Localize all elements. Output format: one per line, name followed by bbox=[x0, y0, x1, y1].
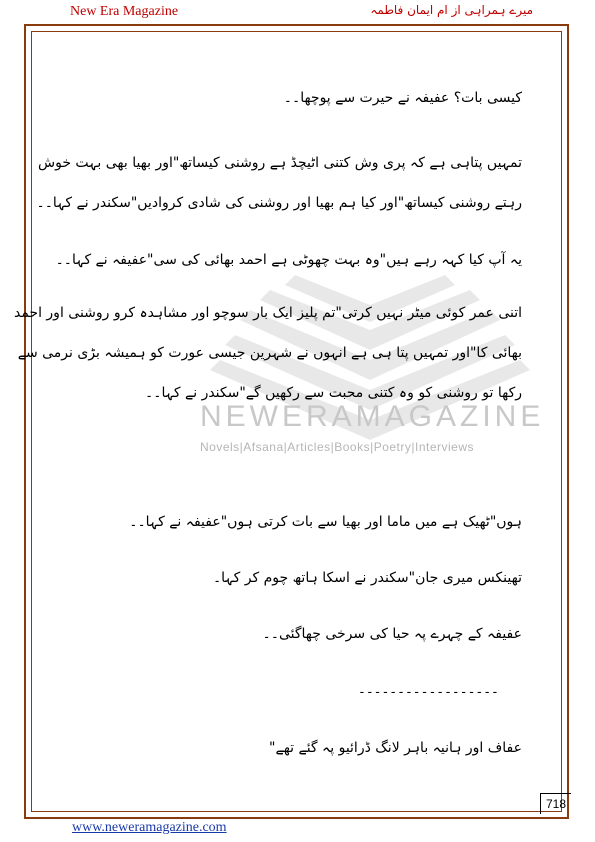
text-line: بھائی کا"اور تمہیں پتا ہی ہے انہوں نے شہرین جیسی عورت کو ہمیشہ بڑی نرمی سے bbox=[17, 345, 522, 361]
text-line: اتنی عمر کوئی میٹر نہیں کرتی"تم پلیز ایک بار سوچو اور مشاہدہ کرو روشنی اور احمد bbox=[13, 305, 522, 321]
magazine-name: New Era Magazine bbox=[70, 4, 179, 19]
text-line: رہتے روشنی کیساتھ"اور کیا ہم بھیا اور روشنی کی شادی کروادیں"سکندر نے کہا۔۔ bbox=[36, 195, 522, 211]
text-line: کیسی بات؟ عفیفہ نے حیرت سے پوچھا۔۔ bbox=[283, 90, 522, 106]
website-link[interactable]: www.neweramagazine.com bbox=[72, 820, 227, 835]
paragraph-6 bbox=[82, 558, 522, 598]
text-line: رکھا تو روشنی کو وہ کتنی محبت سے رکھیں گے"سکندر نے کہا۔۔ bbox=[145, 385, 522, 401]
paragraph-4 bbox=[13, 293, 522, 413]
text-line: ہوں"ٹھیک ہے میں ماما اور بھیا سے بات کرتی ہوں"عفیفہ نے کہا۔۔ bbox=[129, 514, 522, 530]
paragraph-3 bbox=[55, 240, 522, 280]
paragraph-2 bbox=[36, 143, 522, 223]
paragraph-1 bbox=[82, 78, 522, 118]
story-title: میرے ہمراہی از ام ایمان فاطمہ bbox=[370, 3, 533, 17]
text-line: تھینکس میری جان"سکندر نے اسکا ہاتھ چوم کر کہا۔ bbox=[212, 570, 522, 586]
text-line: یہ آپ کیا کہہ رہے ہیں"وہ بہت چھوٹی ہے احمد بھائی کی سی"عفیفہ نے کہا۔۔ bbox=[55, 252, 522, 268]
watermark-subtitle: Novels|Afsana|Articles|Books|Poetry|Interviews bbox=[200, 440, 475, 454]
watermark-title: NEWERAMAGAZINE bbox=[200, 400, 545, 433]
text-line: تمہیں پتاہی ہے کہ پری وش کتنی اٹیچڈ ہے روشنی کیساتھ"اور بھیا بھی بہت خوش bbox=[38, 155, 522, 171]
page-number: 718 bbox=[540, 793, 571, 814]
paragraph-5 bbox=[82, 502, 522, 542]
text-line: عفاف اور ہانیہ باہر لانگ ڈرائیو پہ گئے تھے" bbox=[269, 740, 522, 756]
text-line: عفیفہ کے چہرے پہ حیا کی سرخی چھاگئی۔۔ bbox=[262, 626, 522, 642]
paragraph-8 bbox=[82, 728, 522, 768]
paragraph-7 bbox=[82, 614, 522, 654]
section-separator: ------------------ bbox=[358, 685, 499, 700]
